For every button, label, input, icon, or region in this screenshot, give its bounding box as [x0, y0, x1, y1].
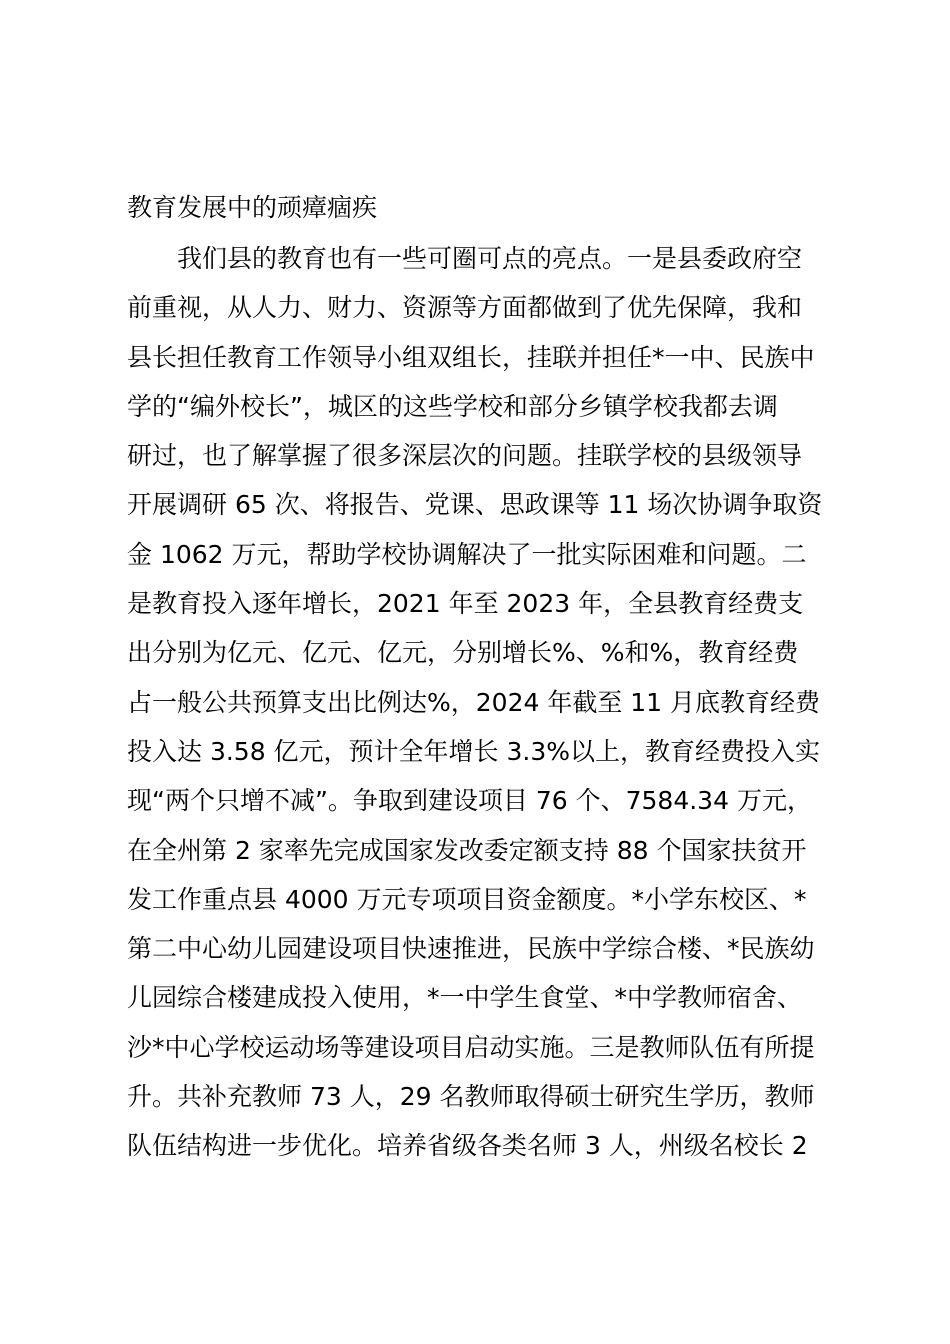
paragraph-line: 研过，也了解掌握了很多深层次的问题。挂联学校的县级领导 — [127, 441, 803, 471]
paragraph-line: 学的“编外校长”，城区的这些学校和部分乡镇学校我都去调 — [127, 391, 778, 421]
paragraph-line: 前重视，从人力、财力、资源等方面都做到了优先保障，我和 — [127, 293, 803, 323]
paragraph-line: 占一般公共预算支出比例达%，2024 年截至 11 月底教育经费 — [127, 687, 821, 717]
paragraph-line: 在全州第 2 家率先完成国家发改委定额支持 88 个国家扶贫开 — [127, 835, 807, 865]
paragraph-line: 出分别为亿元、亿元、亿元，分别增长%、%和%，教育经费 — [127, 638, 799, 668]
paragraph-line: 升。共补充教师 73 人，29 名教师取得硕士研究生学历，教师 — [127, 1082, 815, 1112]
paragraph-line: 儿园综合楼建成投入使用，*一中学生食堂、*中学教师宿舍、 — [127, 983, 803, 1013]
paragraph-line: 金 1062 万元，帮助学校协调解决了一批实际困难和问题。二 — [127, 539, 807, 569]
paragraph-line: 现“两个只增不减”。争取到建设项目 76 个、7584.34 万元， — [127, 786, 812, 816]
paragraph-line: 开展调研 65 次、将报告、党课、思政课等 11 场次协调争取资 — [127, 490, 823, 520]
section-heading-tail: 教育发展中的顽瘴痼疾 — [127, 193, 378, 222]
paragraph-line: 是教育投入逐年增长，2021 年至 2023 年，全县教育经费支 — [127, 589, 804, 619]
paragraph-line: 县长担任教育工作领导小组双组长，挂联并担任*一中、民族中 — [127, 342, 815, 372]
paragraph-line: 队伍结构进一步优化。培养省级各类名师 3 人，州级名校长 2 — [127, 1131, 808, 1161]
paragraph-line: 发工作重点县 4000 万元专项项目资金额度。*小学东校区、* — [127, 884, 807, 914]
paragraph-line: 第二中心幼儿园建设项目快速推进，民族中学综合楼、*民族幼 — [127, 934, 815, 964]
paragraph-line: 投入达 3.58 亿元，预计全年增长 3.3%以上，教育经费投入实 — [127, 736, 821, 766]
paragraph-line: 沙*中心学校运动场等建设项目启动实施。三是教师队伍有所提 — [127, 1032, 815, 1062]
body-paragraph — [127, 234, 837, 1171]
paragraph-line: 我们县的教育也有一些可圈可点的亮点。一是县委政府空 — [177, 244, 803, 273]
